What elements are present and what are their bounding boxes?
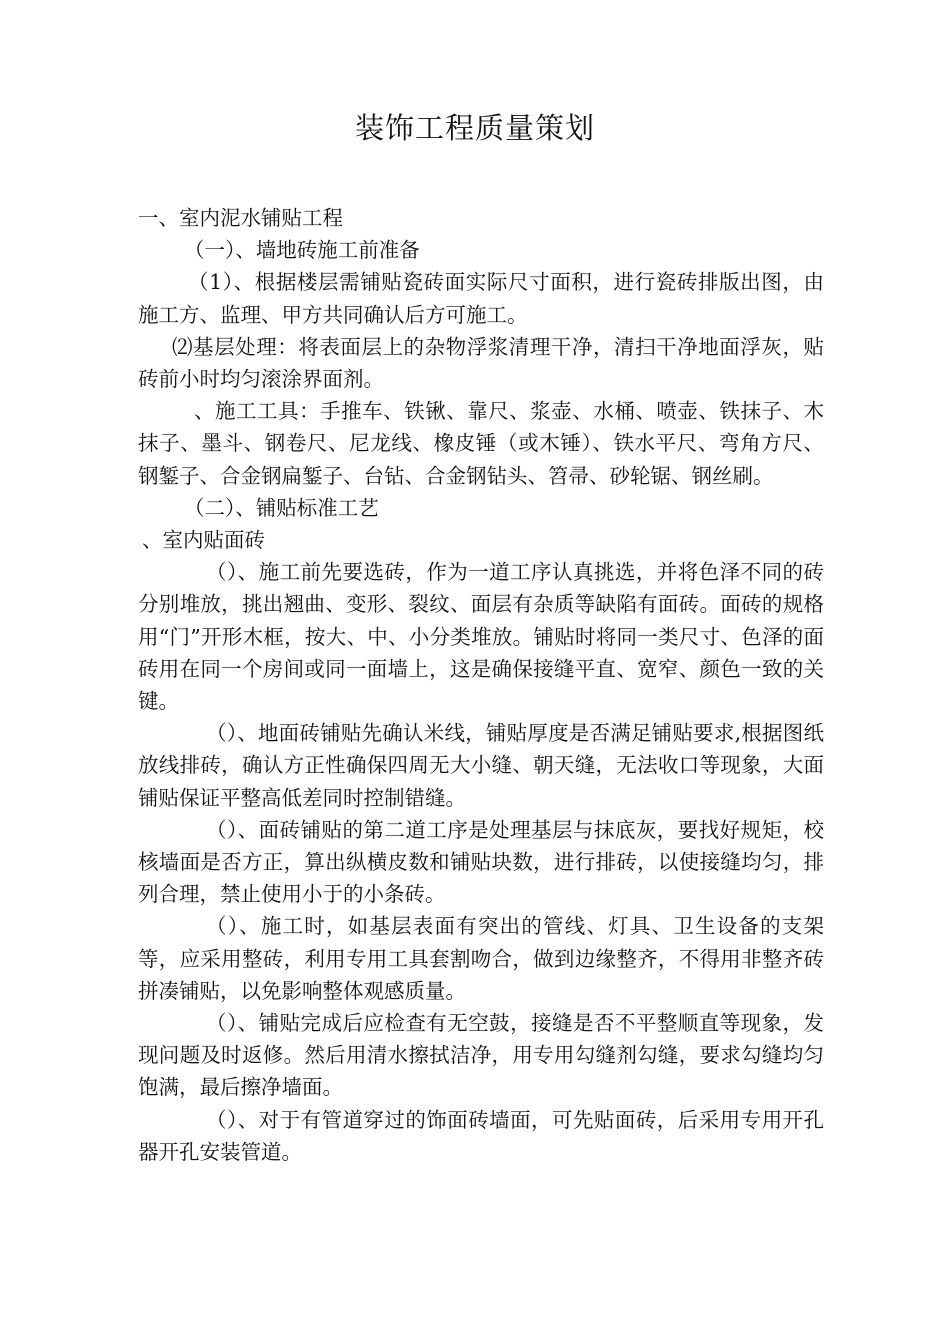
paragraph-inspection-grouting: （）、铺贴完成后应检查有无空鼓，接缝是否不平整顺直等现象，发现问题及时返修。然后用清水擦拭洁净，用专用勾缝剂勾缝，要求勾缝均匀饱满，最后擦净墙面。 <box>138 1011 824 1100</box>
paragraph-base-plastering: （）、面砖铺贴的第二道工序是处理基层与抹底灰，要找好规矩，校核墙面是否方正，算出纵横皮数和铺贴块数，进行排砖，以使接缝均匀，排列合理，禁止使用小于的小条砖。 <box>138 817 824 907</box>
subsection-heading-interior-face-tiles: 、室内贴面砖 <box>142 528 265 553</box>
paragraph-pipe-openings: （）、对于有管道穿过的饰面砖墙面，可先贴面砖，后采用专用开孔器开孔安装管道。 <box>138 1107 824 1164</box>
document-body <box>138 202 824 1168</box>
subsection-heading-preparation: （一）、墙地砖施工前准备 <box>184 238 420 263</box>
paragraph-construction-tools: 、施工工具：手推车、铁锹、靠尺、浆壶、水桶、喷壶、铁抹子、木抹子、墨斗、钢卷尺、尼龙线、橡皮锤（或木锤）、铁水平尺、弯角方尺、钢錾子、合金钢扁錾子、台钻、合金钢钻头、笤帚、砂轮锯、钢丝刷。 <box>138 399 824 488</box>
document-title: 装饰工程质量策划 <box>354 111 595 145</box>
paragraph-base-treatment: ⑵基层处理：将表面层上的杂物浮浆清理干净，清扫干净地面浮灰，贴砖前小时均匀滚涂界面剂。 <box>138 334 824 392</box>
paragraph-cutting-around-fixtures: （）、施工时，如基层表面有突出的管线、灯具、卫生设备的支架等，应采用整砖，利用专用工具套割吻合，做到边缘整齐，不得用非整齐砖拼凑铺贴，以免影响整体观感质量。 <box>138 914 824 1003</box>
paragraph-tile-selection: （）、施工前先要选砖，作为一道工序认真挑选，并将色泽不同的砖分别堆放，挑出翘曲、变形、裂纹、面层有杂质等缺陷有面砖。面砖的规格用“门”开形木框，按大、中、小分类堆放。铺贴时将同一类尺寸、色泽的面砖用在同一个房间或同一面墙上，这是确保接缝平直、宽窄、颜色一致的关键。 <box>138 560 824 714</box>
paragraph-tile-layout: （1）、根据楼层需铺贴瓷砖面实际尺寸面积，进行瓷砖排版出图，由施工方、监理、甲方共同确认后方可施工。 <box>138 270 824 327</box>
section-heading-interior-tiling: 一、室内泥水铺贴工程 <box>138 206 343 230</box>
subsection-heading-standard-process: （二）、铺贴标准工艺 <box>184 495 379 520</box>
paragraph-floor-tiling: （）、地面砖铺贴先确认米线，铺贴厚度是否满足铺贴要求,根据图纸放线排砖，确认方正性确保四周无大小缝、朝天缝，无法收口等现象，大面铺贴保证平整高低差同时控制错缝。 <box>138 721 824 810</box>
